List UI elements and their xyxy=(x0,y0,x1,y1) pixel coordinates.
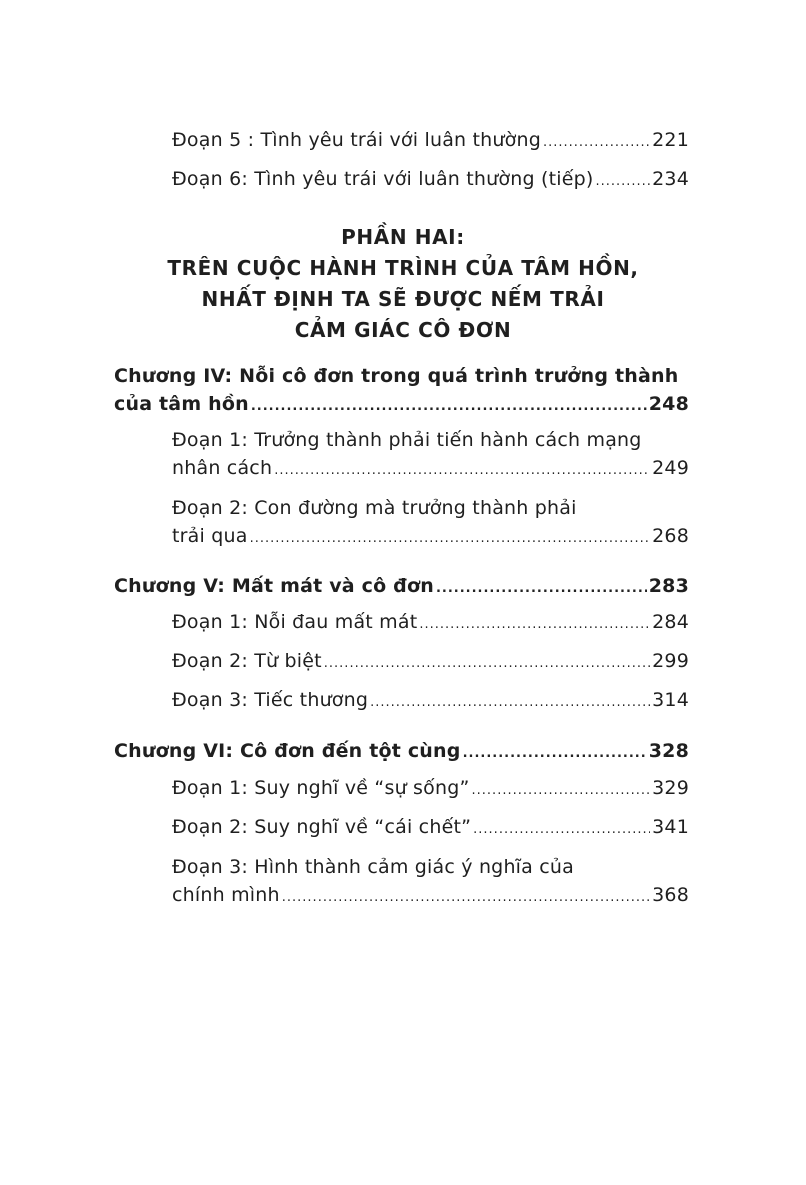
page-number: 329 xyxy=(652,777,689,799)
dot-leader xyxy=(251,393,647,421)
toc-entry-section[interactable] xyxy=(172,608,689,639)
dot-leader xyxy=(370,689,650,717)
section-title: Đoạn 2: Suy nghĩ về “cái chết” xyxy=(172,816,472,838)
page-number: 341 xyxy=(652,816,689,838)
section-title-line: chính mình xyxy=(172,884,280,906)
dot-leader xyxy=(463,740,647,768)
section-title-line: trải qua xyxy=(172,525,248,547)
section-title-line: Đoạn 3: Hình thành cảm giác ý nghĩa của xyxy=(172,856,574,878)
dot-leader xyxy=(473,816,650,844)
part-heading-line: PHẦN HAI: xyxy=(341,225,465,249)
part-heading-line: CẢM GIÁC CÔ ĐƠN xyxy=(294,318,512,342)
dot-leader xyxy=(595,168,650,196)
dot-leader xyxy=(436,575,647,603)
toc-entry-section[interactable] xyxy=(172,126,689,157)
dot-leader xyxy=(324,650,650,678)
section-title-line: nhân cách xyxy=(172,457,273,479)
section-title: Đoạn 3: Tiếc thương xyxy=(172,689,369,711)
toc-entry-chapter[interactable] xyxy=(114,737,689,768)
page-number: 368 xyxy=(652,884,689,906)
part-heading-line: TRÊN CUỘC HÀNH TRÌNH CỦA TÂM HỒN, xyxy=(167,256,639,280)
page-number: 234 xyxy=(652,168,689,190)
toc-entry-section[interactable] xyxy=(172,813,689,844)
page-number: 299 xyxy=(652,650,689,672)
toc-entry-section[interactable] xyxy=(172,165,689,196)
page-number: 268 xyxy=(652,525,689,547)
chapter-title-line: Chương IV: Nỗi cô đơn trong quá trình trưởng thành xyxy=(114,365,679,387)
chapter-title: Chương VI: Cô đơn đến tột cùng xyxy=(114,740,461,762)
section-title: Đoạn 2: Từ biệt xyxy=(172,650,322,672)
dot-leader xyxy=(472,777,651,805)
section-title: Đoạn 1: Nỗi đau mất mát xyxy=(172,611,418,633)
page-number: 328 xyxy=(648,740,689,762)
part-heading-line: NHẤT ĐỊNH TA SẼ ĐƯỢC NẾM TRẢI xyxy=(201,287,605,311)
page-number: 284 xyxy=(652,611,689,633)
toc-entry-chapter[interactable] xyxy=(114,362,689,421)
dot-leader xyxy=(282,884,650,912)
dot-leader xyxy=(419,611,650,639)
dot-leader xyxy=(543,129,650,157)
chapter-title: Chương V: Mất mát và cô đơn xyxy=(114,575,434,597)
section-title-line: Đoạn 1: Trưởng thành phải tiến hành cách mạng xyxy=(172,429,642,451)
section-title-line: Đoạn 2: Con đường mà trưởng thành phải xyxy=(172,497,577,519)
dot-leader xyxy=(274,457,650,485)
section-title: Đoạn 1: Suy nghĩ về “sự sống” xyxy=(172,777,470,799)
part-heading xyxy=(0,222,806,346)
dot-leader xyxy=(250,525,651,553)
toc-entry-section[interactable] xyxy=(172,774,689,805)
toc-entry-section[interactable] xyxy=(172,647,689,678)
page-number: 248 xyxy=(648,393,689,415)
section-title: Đoạn 6: Tình yêu trái với luân thường (tiếp) xyxy=(172,168,594,190)
toc-entry-section[interactable] xyxy=(172,494,689,553)
page-number: 283 xyxy=(648,575,689,597)
toc-entry-section[interactable] xyxy=(172,853,689,912)
page-number: 221 xyxy=(652,129,689,151)
page-number: 314 xyxy=(652,689,689,711)
toc-entry-section[interactable] xyxy=(172,686,689,717)
page-number: 249 xyxy=(652,457,689,479)
toc-entry-section[interactable] xyxy=(172,426,689,485)
section-title: Đoạn 5 : Tình yêu trái với luân thường xyxy=(172,129,541,151)
chapter-title-line: của tâm hồn xyxy=(114,393,249,415)
toc-entry-chapter[interactable] xyxy=(114,572,689,603)
